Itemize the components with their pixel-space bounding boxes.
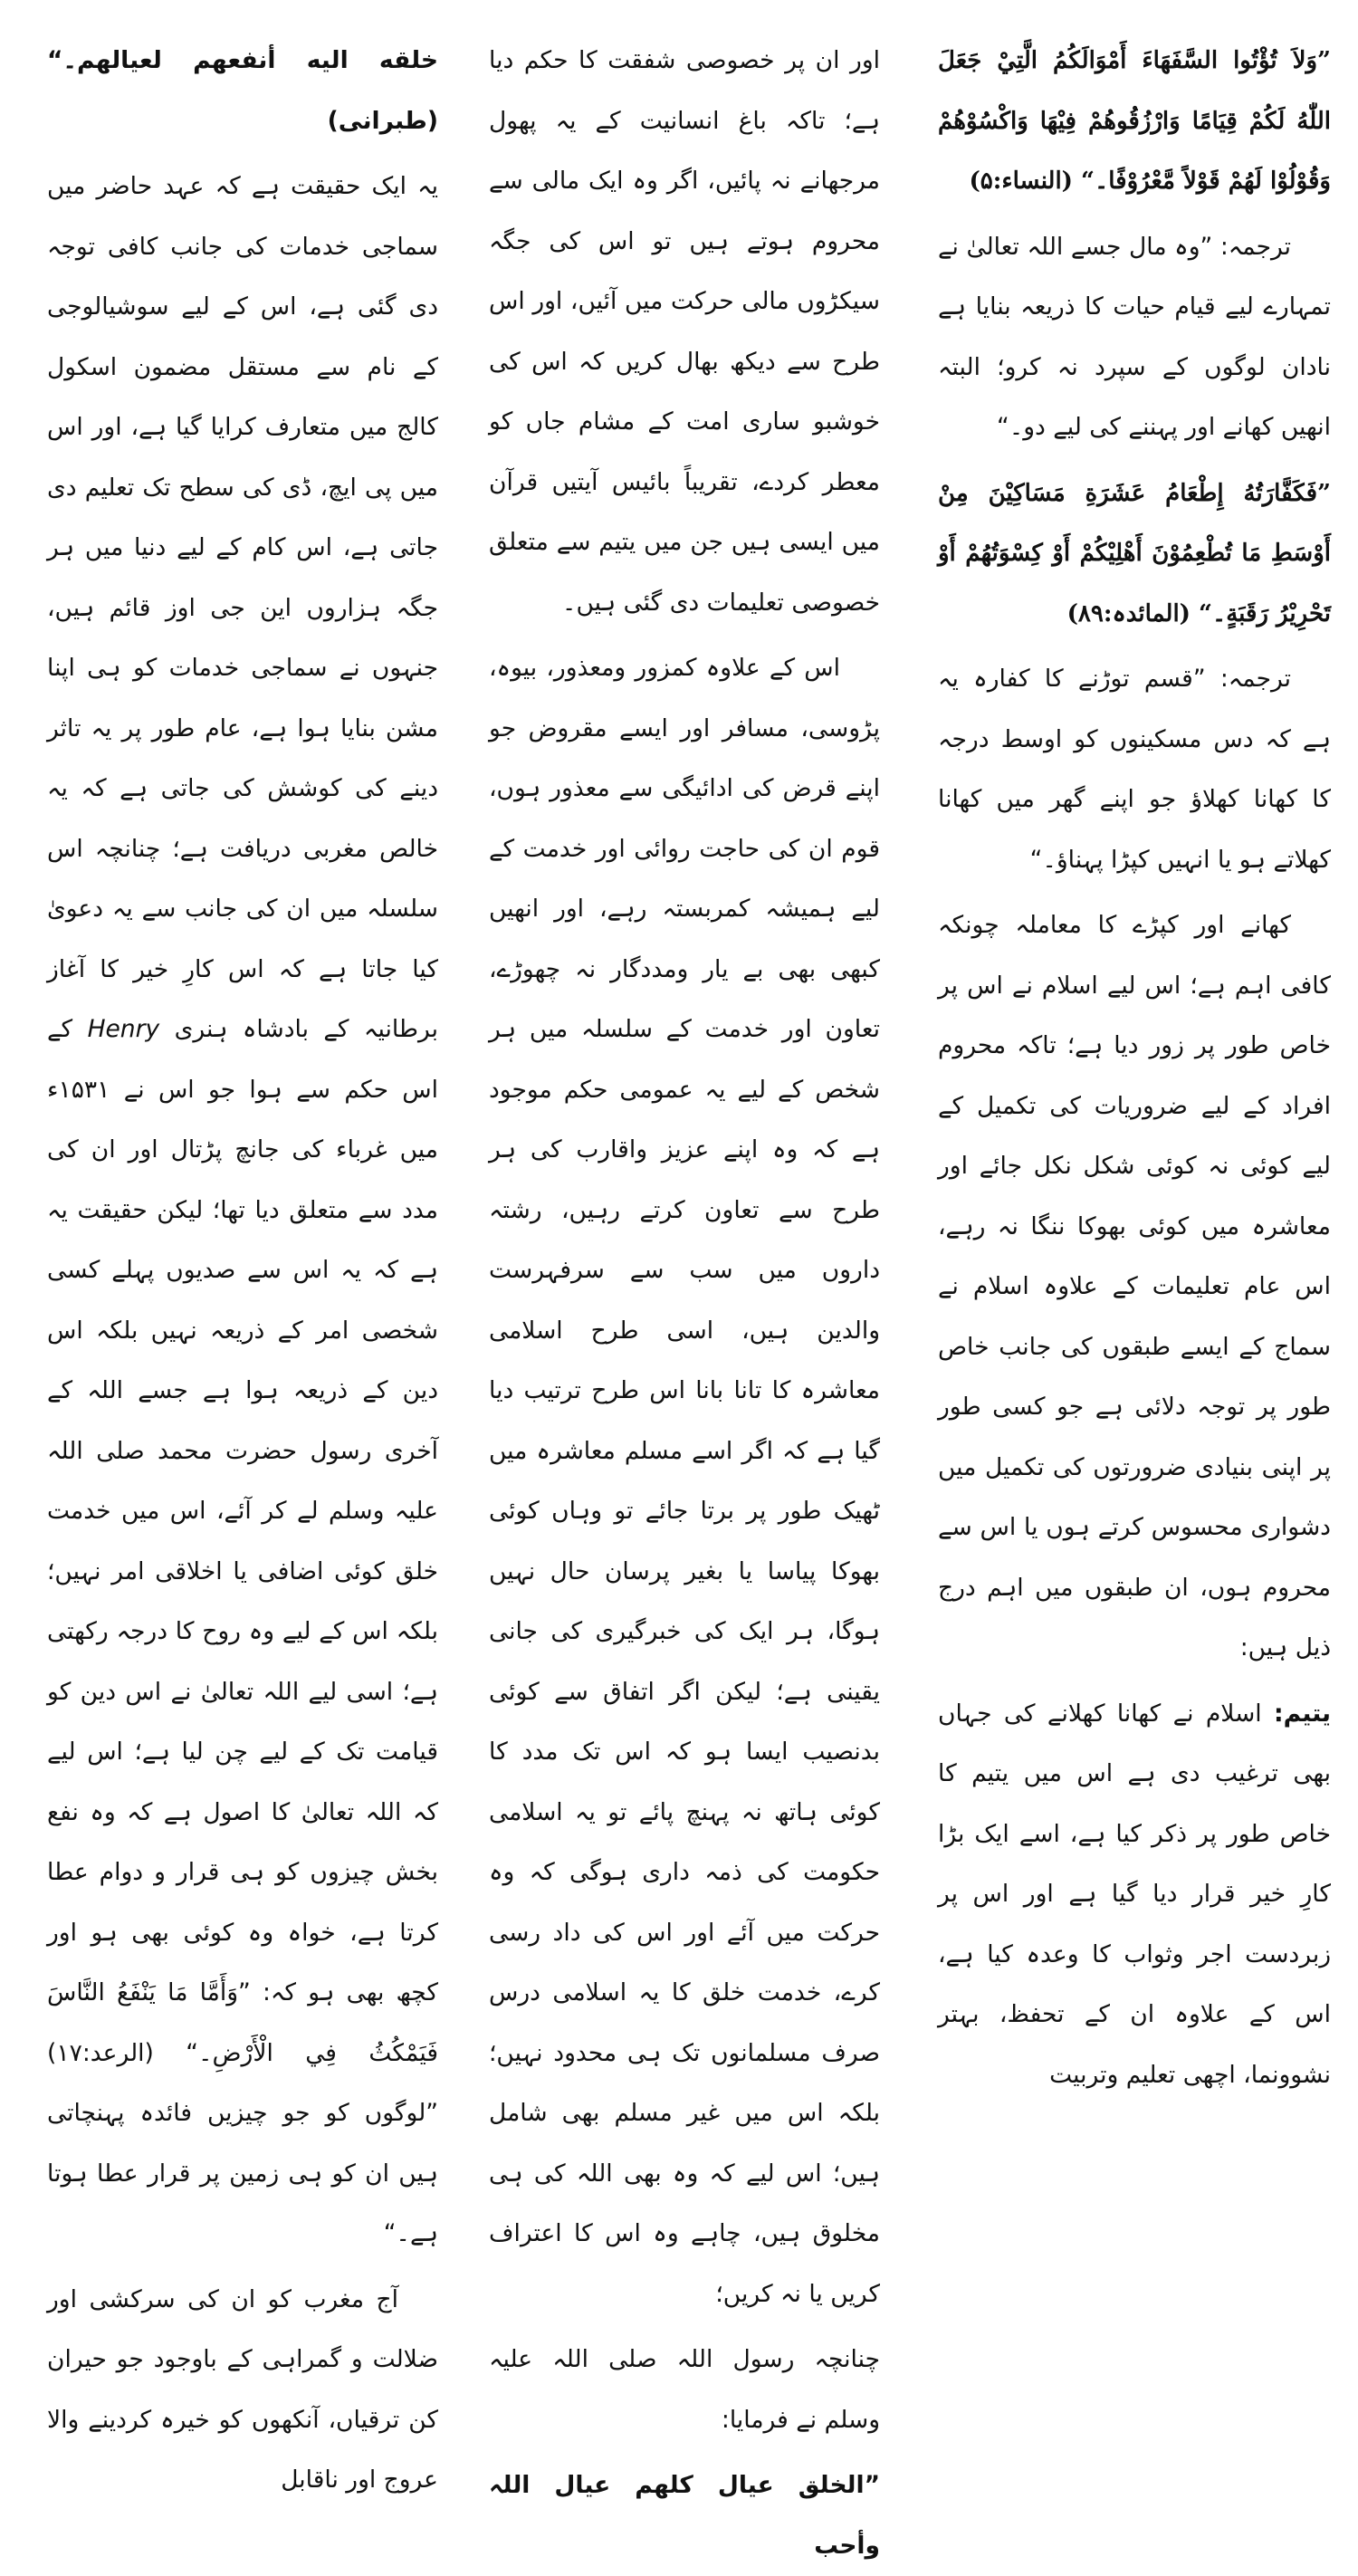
hadith-intro: چنانچہ رسول اللہ صلی اللہ علیہ وسلم نے فرمایا: (489, 2345, 880, 2434)
west-progress-paragraph: آج مغرب کو ان کی سرکشی اور ضلالت و گمراہی کے باوجود جو حیران کن ترقیاں، آنکھوں کو خیرہ کردینے والا عروج اور ناقابل (47, 2284, 438, 2494)
social-work-text: یہ ایک حقیقت ہے کہ عہد حاضر میں سماجی خدمات کی جانب کافی توجہ دی گئی ہے، اس کے لیے سوشیالوجی کے نام سے مستقل مضمون اسکول کالج میں متعارف کرایا گیا ہے، اور اس میں پی ایچ، ڈی کی سطح تک تعلیم دی جاتی ہے، اس کام کے لیے دنیا میں ہر جگہ ہزاروں این جی اوز قائم ہیں، جنہوں نے سماجی خدمات کو ہی اپنا مشن بنایا ہوا ہے، عام طور پر یہ تاثر دینے کی کوشش کی جاتی ہے کہ یہ خالص مغربی دریافت ہے؛ چنانچہ اس سلسلہ میں ان کی جانب سے یہ دعویٰ کیا جاتا ہے کہ اس کارِ خیر کا آغاز برطانیہ کے بادشاہ ہنری (47, 172, 438, 1043)
quran-verse-maidah: ”فَكَفَّارَتُهُ إِطْعَامُ عَشَرَةِ مَسَاكِيْنَ مِنْ أَوْسَطِ مَا تُطْعِمُوْنَ أَهْلِيْكُمْ أَوْ كِسْوَتُهُمْ أَوْ تَحْرِيْرُ رَقَبَةٍ۔“ (المائدہ:۸۹) (938, 479, 1331, 627)
translation-maidah: ترجمہ: ”قسم توڑنے کا کفارہ یہ ہے کہ دس مسکینوں کو اوسط درجہ کا کھانا کھلاؤ جو اپنے گھر میں کھانا کھلاتے ہو یا انہیں کپڑا پہناؤ۔“ (938, 665, 1331, 874)
orphan-care-paragraph: اور ان پر خصوصی شفقت کا حکم دیا ہے؛ تاکہ باغ انسانیت کے یہ پھول مرجھانے نہ پائیں، اگر وہ ایک مالی سے محروم ہوتے ہیں تو اس کی جگہ سیکڑوں مالی حرکت میں آئیں، اور اس طرح سے دیکھ بھال کریں کہ اس کی خوشبو ساری امت کے مشام جاں کو معطر کردے، تقریباً بائیس آیتیں قرآن میں ایسی ہیں جن میں یتیم سے متعلق خصوصی تعلیمات دی گئی ہیں۔ (489, 46, 880, 617)
social-work-paragraph (47, 157, 438, 2265)
hadith-text: ”الخلق عیال کلھم عیال اللہ وأحب (489, 2471, 880, 2560)
orphan-heading: یتیم: (1274, 1699, 1331, 1728)
middle-column (489, 31, 880, 2560)
hadith-continuation: خلقه اليه أنفعهم لعيالهم۔“ (طبرانی) (47, 46, 438, 135)
left-column (47, 31, 438, 2494)
translation-nisa: ترجمہ: ”وہ مال جسے اللہ تعالیٰ نے تمہارے لیے قیام حیات کا ذریعہ بنایا ہے نادان لوگوں کے سپرد نہ کرو؛ البتہ انھیں کھانے اور پہننے کی لیے دو۔“ (938, 232, 1331, 441)
orphan-paragraph (938, 1684, 1331, 2106)
henry-name: Henry (87, 1015, 160, 1043)
right-column (938, 31, 1331, 2089)
social-work-text-continued: کے اس حکم سے ہوا جو اس نے ۱۵۳۱ء میں غرباء کی جانچ پڑتال اور ان کی مدد سے متعلق دیا تھا؛ لیکن حقیقت یہ ہے کہ یہ اس سے صدیوں پہلے کسی شخصی امر کے ذریعہ نہیں بلکہ اس دین کے ذریعہ ہوا ہے جسے اللہ کے آخری رسول حضرت محمد صلی اللہ علیہ وسلم لے کر آئے، اس میں خدمت خلق کوئی اضافی یا اخلاقی امر نہیں؛ بلکہ اس کے لیے وہ روح کا درجہ رکھتی ہے؛ اسی لیے اللہ تعالیٰ نے اس دین کو قیامت تک کے لیے چن لیا ہے؛ اس لیے کہ اللہ تعالیٰ کا اصول ہے کہ وہ نفع بخش چیزوں کو ہی قرار و دوام عطا کرتا ہے، خواہ وہ کوئی بھی ہو اور کچھ بھی ہو کہ: ”وَأَمَّا مَا يَنْفَعُ النَّاسَ فَيَمْكُثُ فِي الْأَرْضِ۔“ (الرعد:۱۷) ”لوگوں کو جو چیزیں فائدہ پہنچاتی ہیں ان کو ہی زمین پر قرار عطا ہوتا ہے۔“ (47, 1015, 438, 2247)
quran-verse-nisa: ”وَلاَ تُؤْتُوا السَّفَهَاءَ أَمْوَالَكُمُ الَّتِيْ جَعَلَ اللّٰهُ لَكُمْ قِيَامًا وَارْزُقُوهُمْ فِيْهَا وَاكْسُوْهُمْ وَقُوْلُوْا لَهُمْ قَوْلاً مَّعْرُوْفًا۔“ (النساء:۵) (938, 47, 1331, 195)
food-clothing-paragraph: کھانے اور کپڑے کا معاملہ چونکہ کافی اہم ہے؛ اس لیے اسلام نے اس پر خاص طور پر زور دیا ہے؛ تاکہ محروم افراد کے لیے ضروریات کی تکمیل کے لیے کوئی نہ کوئی شکل نکل جائے اور معاشرہ میں کوئی بھوکا ننگا نہ رہے، اس عام تعلیمات کے علاوہ اسلام نے سماج کے ایسے طبقوں کی جانب خاص طور پر توجہ دلائی ہے جو کسی طور پر اپنی بنیادی ضرورتوں کی تکمیل میں دشواری محسوس کرتے ہوں یا اس سے محروم ہوں، ان طبقوں میں اہم درج ذیل ہیں: (938, 911, 1331, 1661)
orphan-text: اسلام نے کھانا کھلانے کی جہاں بھی ترغیب دی ہے اس میں یتیم کا خاص طور پر ذکر کیا ہے، اسے ایک بڑا کارِ خیر قرار دیا گیا ہے اور اس پر زبردست اجر وثواب کا وعدہ کیا ہے، اس کے علاوہ ان کے تحفظ، بہتر نشوونما، اچھی تعلیم وتربیت (938, 1699, 1331, 2089)
weak-and-needy-paragraph: اس کے علاوہ کمزور ومعذور، بیوہ، پڑوسی، مسافر اور ایسے مقروض جو اپنے قرض کی ادائیگی سے معذور ہوں، قوم ان کی حاجت روائی اور خدمت کے لیے ہمیشہ کمربستہ رہے، اور انھیں کبھی بھی بے یار ومددگار نہ چھوڑے، تعاون اور خدمت کے سلسلہ میں ہر شخص کے لیے یہ عمومی حکم موجود ہے کہ وہ اپنے عزیز واقارب کی ہر طرح سے تعاون کرتے رہیں، رشتہ داروں میں سب سے سرفہرست والدین ہیں، اسی طرح اسلامی معاشرہ کا تانا بانا اس طرح ترتیب دیا گیا ہے کہ اگر اسے مسلم معاشرہ میں ٹھیک طور پر برتا جائے تو وہاں کوئی بھوکا پیاسا یا بغیر پرسان حال نہیں ہوگا، ہر ایک کی خبرگیری کی جانی یقینی ہے؛ لیکن اگر اتفاق سے کوئی بدنصیب ایسا ہو کہ اس تک مدد کا کوئی ہاتھ نہ پہنچ پائے تو یہ اسلامی حکومت کی ذمہ داری ہوگی کہ وہ حرکت میں آئے اور اس کی داد رسی کرے، خدمت خلق کا یہ اسلامی درس صرف مسلمانوں تک ہی محدود نہیں؛ بلکہ اس میں غیر مسلم بھی شامل ہیں؛ اس لیے کہ وہ بھی اللہ کی ہی مخلوق ہیں، چاہے وہ اس کا اعتراف کریں یا نہ کریں؛ (489, 654, 880, 2308)
